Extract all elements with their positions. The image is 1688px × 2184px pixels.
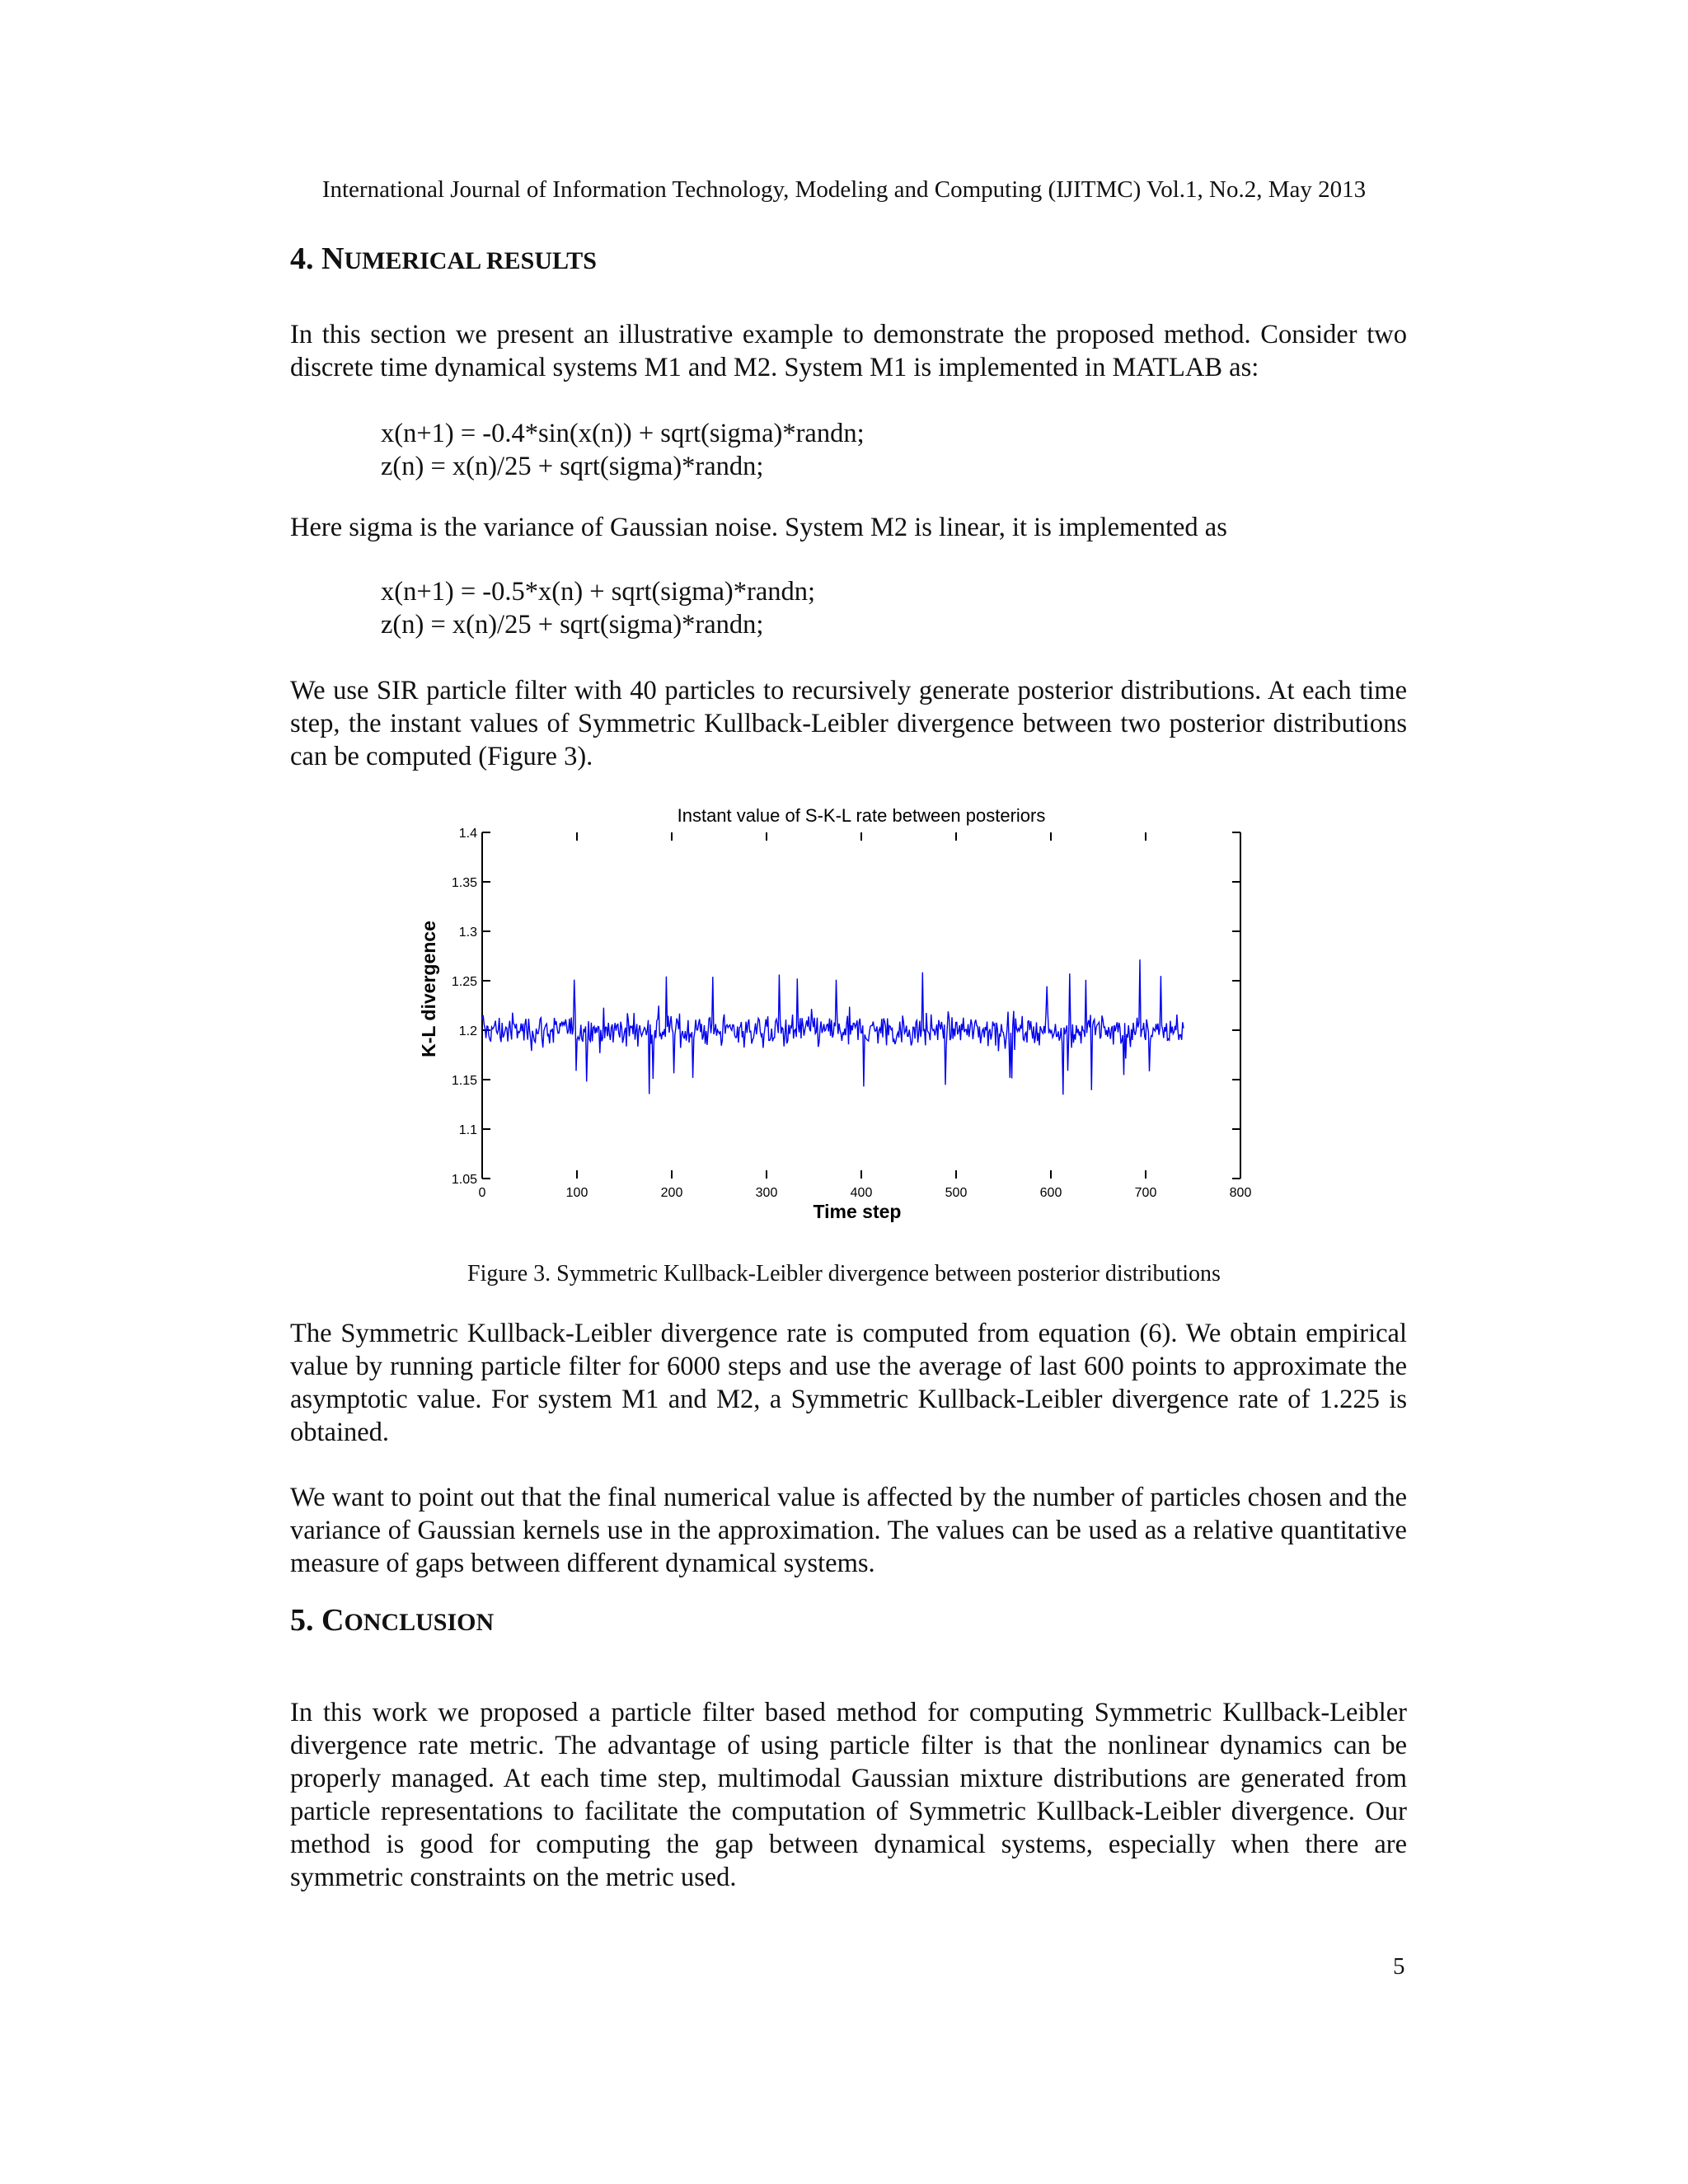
y-tick-label: 1.25 — [451, 975, 477, 989]
x-tick-label: 700 — [1134, 1186, 1157, 1200]
code-system-m2 — [381, 575, 815, 641]
code-line: z(n) = x(n)/25 + sqrt(sigma)*randn; — [381, 610, 764, 640]
series-line-kl-divergence — [482, 959, 1184, 1094]
code-line: x(n+1) = -0.4*sin(x(n)) + sqrt(sigma)*randn; — [381, 419, 865, 448]
paragraph-rate-result: The Symmetric Kullback-Leibler divergence rate is computed from equation (6). We obtain empirical value by running particle filter for 6000 steps and use the average of last 600 points to approximate the asymptotic value. For system M1 and M2, a Symmetric Kullback-Leibler divergence rate of 1.225 is obtained. — [290, 1319, 1407, 1447]
figure-3-chart — [404, 804, 1278, 1232]
x-tick-label: 400 — [850, 1186, 873, 1200]
section-title-initial: C — [321, 1603, 345, 1638]
section-number: 5. — [290, 1603, 321, 1638]
section-title-initial: N — [321, 241, 345, 276]
y-tick-label: 1.2 — [458, 1024, 477, 1038]
y-tick-label: 1.1 — [458, 1123, 477, 1137]
x-tick-label: 800 — [1229, 1186, 1252, 1200]
paragraph-remark: We want to point out that the final numerical value is affected by the number of particles chosen and the variance of Gaussian kernels use in the approximation. The values can be used as a relative quantitative measure of gaps between different dynamical systems. — [290, 1483, 1407, 1578]
y-tick-label: 1.3 — [458, 926, 477, 940]
x-tick-label: 600 — [1039, 1186, 1062, 1200]
code-system-m1 — [381, 417, 865, 483]
x-axis-label: Time step — [813, 1201, 902, 1222]
section-heading-conclusion — [290, 1602, 494, 1638]
x-tick-label: 200 — [660, 1186, 683, 1200]
y-tick-label: 1.4 — [458, 827, 477, 841]
x-tick-label: 500 — [945, 1186, 968, 1200]
paragraph-noise: Here sigma is the variance of Gaussian noise. System M2 is linear, it is implemented as — [290, 513, 1227, 542]
paragraph-conclusion: In this work we proposed a particle filter based method for computing Symmetric Kullback-Leibler divergence rate metric. The advantage of using particle filter is that the nonlinear dynamics can be properly managed. At each time step, multimodal Gaussian mixture distributions are generated from particle representations to facilitate the computation of Symmetric Kullback-Leibler divergence. Our method is good for computing the gap between dynamical systems, especially when there are symmetric constraints on the metric used. — [290, 1698, 1407, 1892]
section-heading-numerical-results — [290, 241, 597, 277]
y-tick-label: 1.35 — [451, 876, 477, 890]
y-tick-label: 1.15 — [451, 1074, 477, 1088]
chart-title: Instant value of S-K-L rate between posteriors — [677, 805, 1046, 826]
y-axis-label: K-L divergence — [418, 921, 439, 1057]
paragraph-particle-filter: We use SIR particle filter with 40 particles to recursively generate posterior distributions. At each time step, the instant values of Symmetric Kullback-Leibler divergence between two posterior distributions can be computed (Figure 3). — [290, 676, 1407, 771]
page-number: 5 — [1393, 1953, 1405, 1980]
figure-caption: Figure 3. Symmetric Kullback-Leibler divergence between posterior distributions — [467, 1261, 1221, 1286]
section-title-rest: ONCLUSION — [344, 1609, 495, 1636]
x-tick-label: 300 — [755, 1186, 778, 1200]
x-tick-label: 0 — [478, 1186, 486, 1200]
code-line: z(n) = x(n)/25 + sqrt(sigma)*randn; — [381, 452, 764, 481]
y-tick-label: 1.05 — [451, 1173, 477, 1187]
running-header: International Journal of Information Technology, Modeling and Computing (IJITMC) Vol.1, No.2, May 2013 — [321, 176, 1367, 203]
section-title-rest: UMERICAL RESULTS — [344, 247, 597, 274]
section-number: 4. — [290, 241, 321, 276]
code-line: x(n+1) = -0.5*x(n) + sqrt(sigma)*randn; — [381, 577, 816, 607]
paragraph-intro: In this section we present an illustrative example to demonstrate the proposed method. Consider two discrete time dynamical systems M1 and M2. System M1 is implemented in MATLAB as: — [290, 320, 1407, 382]
x-tick-label: 100 — [565, 1186, 588, 1200]
